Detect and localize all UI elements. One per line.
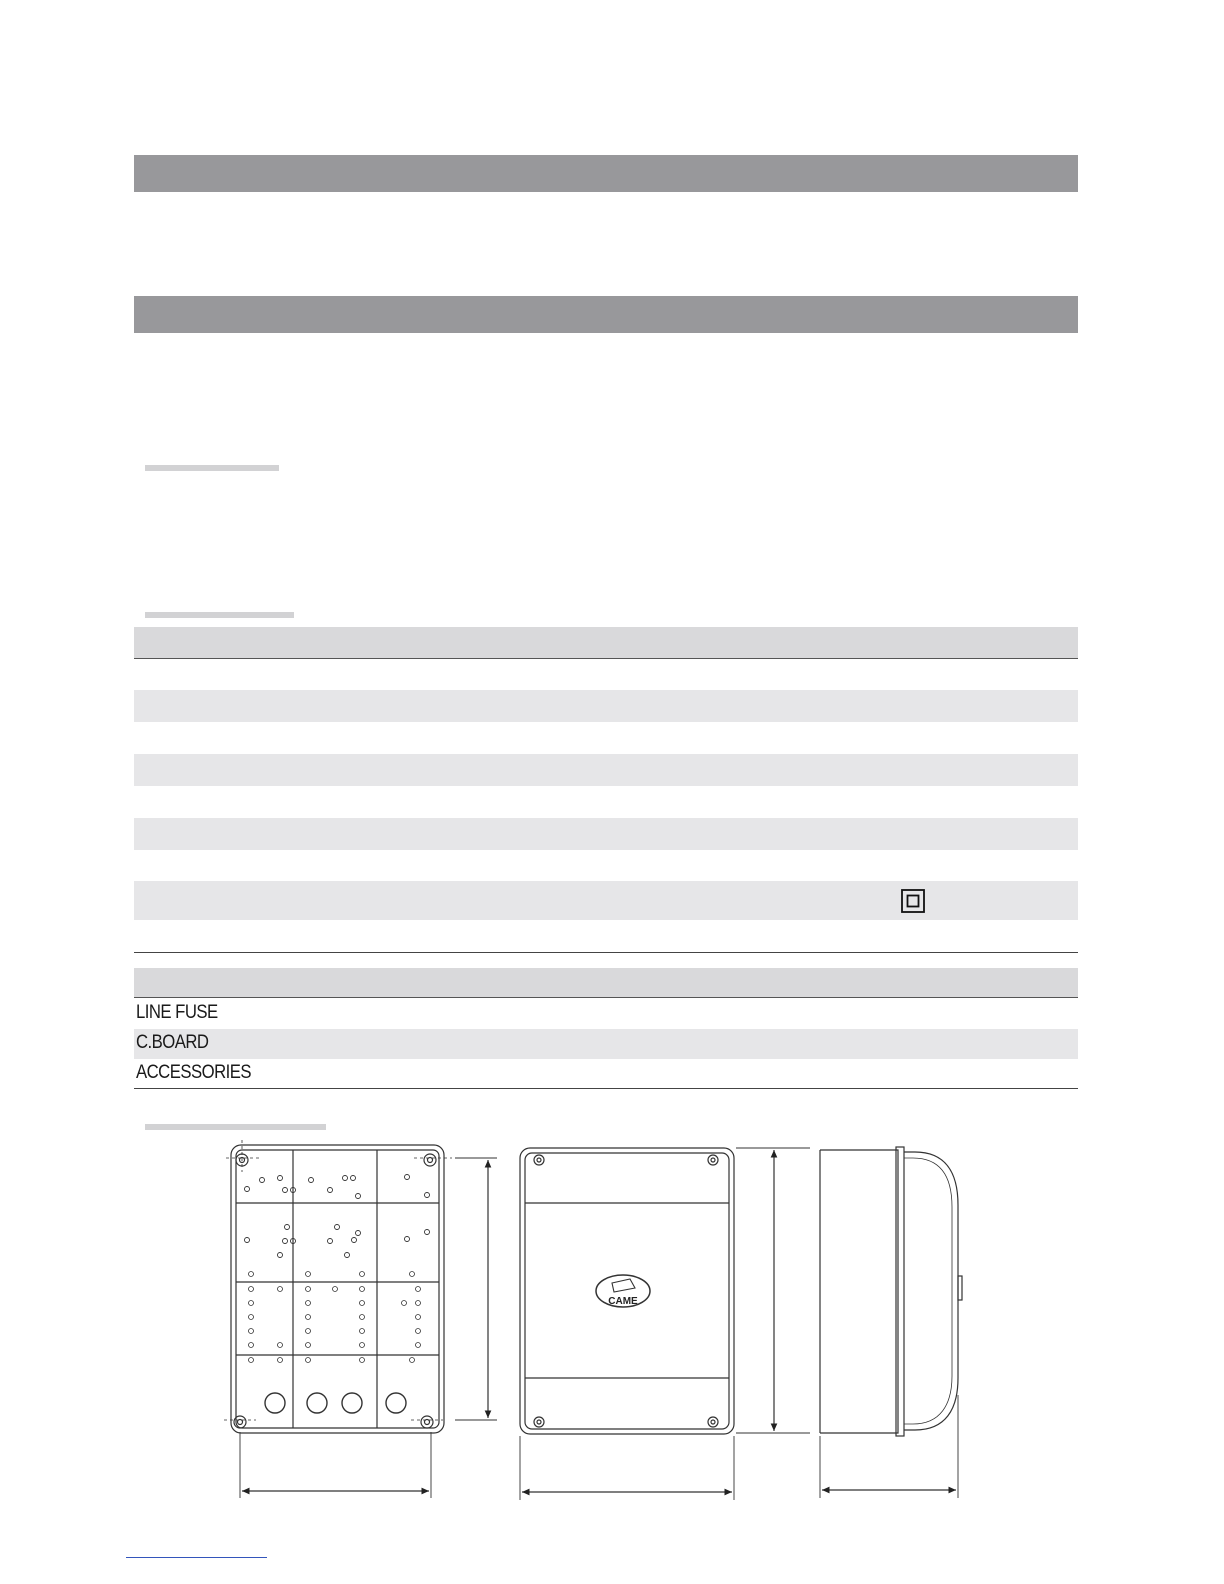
side-view bbox=[820, 1147, 962, 1498]
fuse-row-accessories bbox=[134, 1059, 1078, 1089]
subheading-rule-1 bbox=[145, 465, 279, 471]
logo-text: CAME bbox=[608, 1296, 638, 1307]
came-logo-icon bbox=[596, 1275, 650, 1307]
fuse-label-board: C.BOARD bbox=[136, 1032, 209, 1053]
fuse-label-line: LINE FUSE bbox=[136, 1002, 218, 1023]
fuse-table-bottom-rule bbox=[134, 1088, 1078, 1089]
table-row-stripe bbox=[134, 754, 1078, 786]
table-row-stripe bbox=[134, 690, 1078, 722]
front-view bbox=[520, 1148, 810, 1500]
cable-knockout-icon bbox=[265, 1393, 406, 1413]
subheading-rule-2 bbox=[145, 612, 294, 618]
fuse-table-header bbox=[134, 968, 1078, 998]
table-row-stripe bbox=[134, 818, 1078, 850]
footer-underline bbox=[126, 1557, 267, 1558]
fuse-label-accessories: ACCESSORIES bbox=[136, 1062, 251, 1083]
double-square-class-ii-icon bbox=[901, 889, 925, 913]
fuse-row-board bbox=[134, 1029, 1078, 1059]
table-bottom-rule bbox=[134, 952, 1078, 953]
enclosure-dimension-drawing bbox=[200, 1130, 980, 1510]
rear-view bbox=[224, 1140, 497, 1498]
table-row-stripe bbox=[134, 881, 1078, 920]
corner-screw-icon bbox=[234, 1154, 436, 1428]
section-header-bar-1 bbox=[134, 155, 1078, 192]
technical-table-header bbox=[134, 627, 1078, 659]
fuse-row-line bbox=[134, 999, 1078, 1029]
section-header-bar-2 bbox=[134, 296, 1078, 333]
